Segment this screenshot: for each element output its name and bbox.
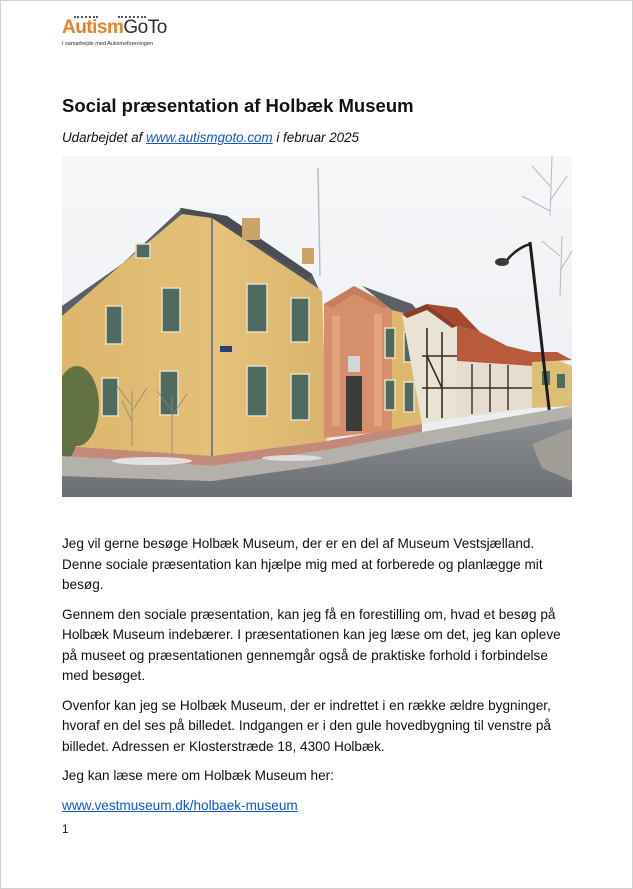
autismgoto-link[interactable]: www.autismgoto.com bbox=[146, 130, 273, 145]
logo-tagline: I samarbejde med Autismeforeningen bbox=[62, 41, 153, 47]
autismgoto-logo[interactable] bbox=[62, 16, 172, 52]
logo-autism-text: Autism bbox=[62, 17, 124, 38]
museum-photo bbox=[62, 156, 572, 497]
museum-photo-illustration bbox=[62, 156, 572, 497]
intro-paragraph: Jeg vil gerne besøge Holbæk Museum, der er en del af Museum Vestsjælland. Denne sociale præsentation kan hjælpe mig med at forberede og planlægge mit besøg. bbox=[62, 536, 543, 592]
author-suffix: i februar 2025 bbox=[272, 130, 359, 145]
logo-wordmark bbox=[62, 16, 172, 40]
page-title: Social præsentation af Holbæk Museum bbox=[62, 95, 414, 116]
body-text bbox=[62, 534, 574, 825]
vestmuseum-link[interactable]: www.vestmuseum.dk/holbaek-museum bbox=[62, 797, 298, 813]
author-line bbox=[62, 130, 359, 145]
read-more-paragraph: Jeg kan læse mere om Holbæk Museum her: bbox=[62, 768, 334, 783]
presentation-paragraph: Gennem den sociale præsentation, kan jeg få en forestilling om, hvad et besøg på Holbæk Museum indebærer. I præsentationen kan jeg læse om det, jeg kan opleve på museet og præsentationen gennemgår også de praktiske forhold i forbindelse med besøget. bbox=[62, 606, 561, 683]
logo-dotted-line bbox=[118, 16, 146, 18]
building-paragraph: Ovenfor kan jeg se Holbæk Museum, der er indrettet i en række ældre bygninger, hvoraf en del ses på billedet. Indgangen er i den gule hovedbygning til venstre på billedet. Adressen er Klosterstræde 18, 4300 Holbæk. bbox=[62, 697, 551, 754]
author-prefix: Udarbejdet af bbox=[62, 130, 147, 145]
museum-link-paragraph bbox=[62, 796, 574, 817]
logo-goto-text: GoTo bbox=[123, 17, 167, 38]
logo-dotted-line bbox=[74, 16, 98, 18]
page-number: 1 bbox=[62, 824, 69, 836]
